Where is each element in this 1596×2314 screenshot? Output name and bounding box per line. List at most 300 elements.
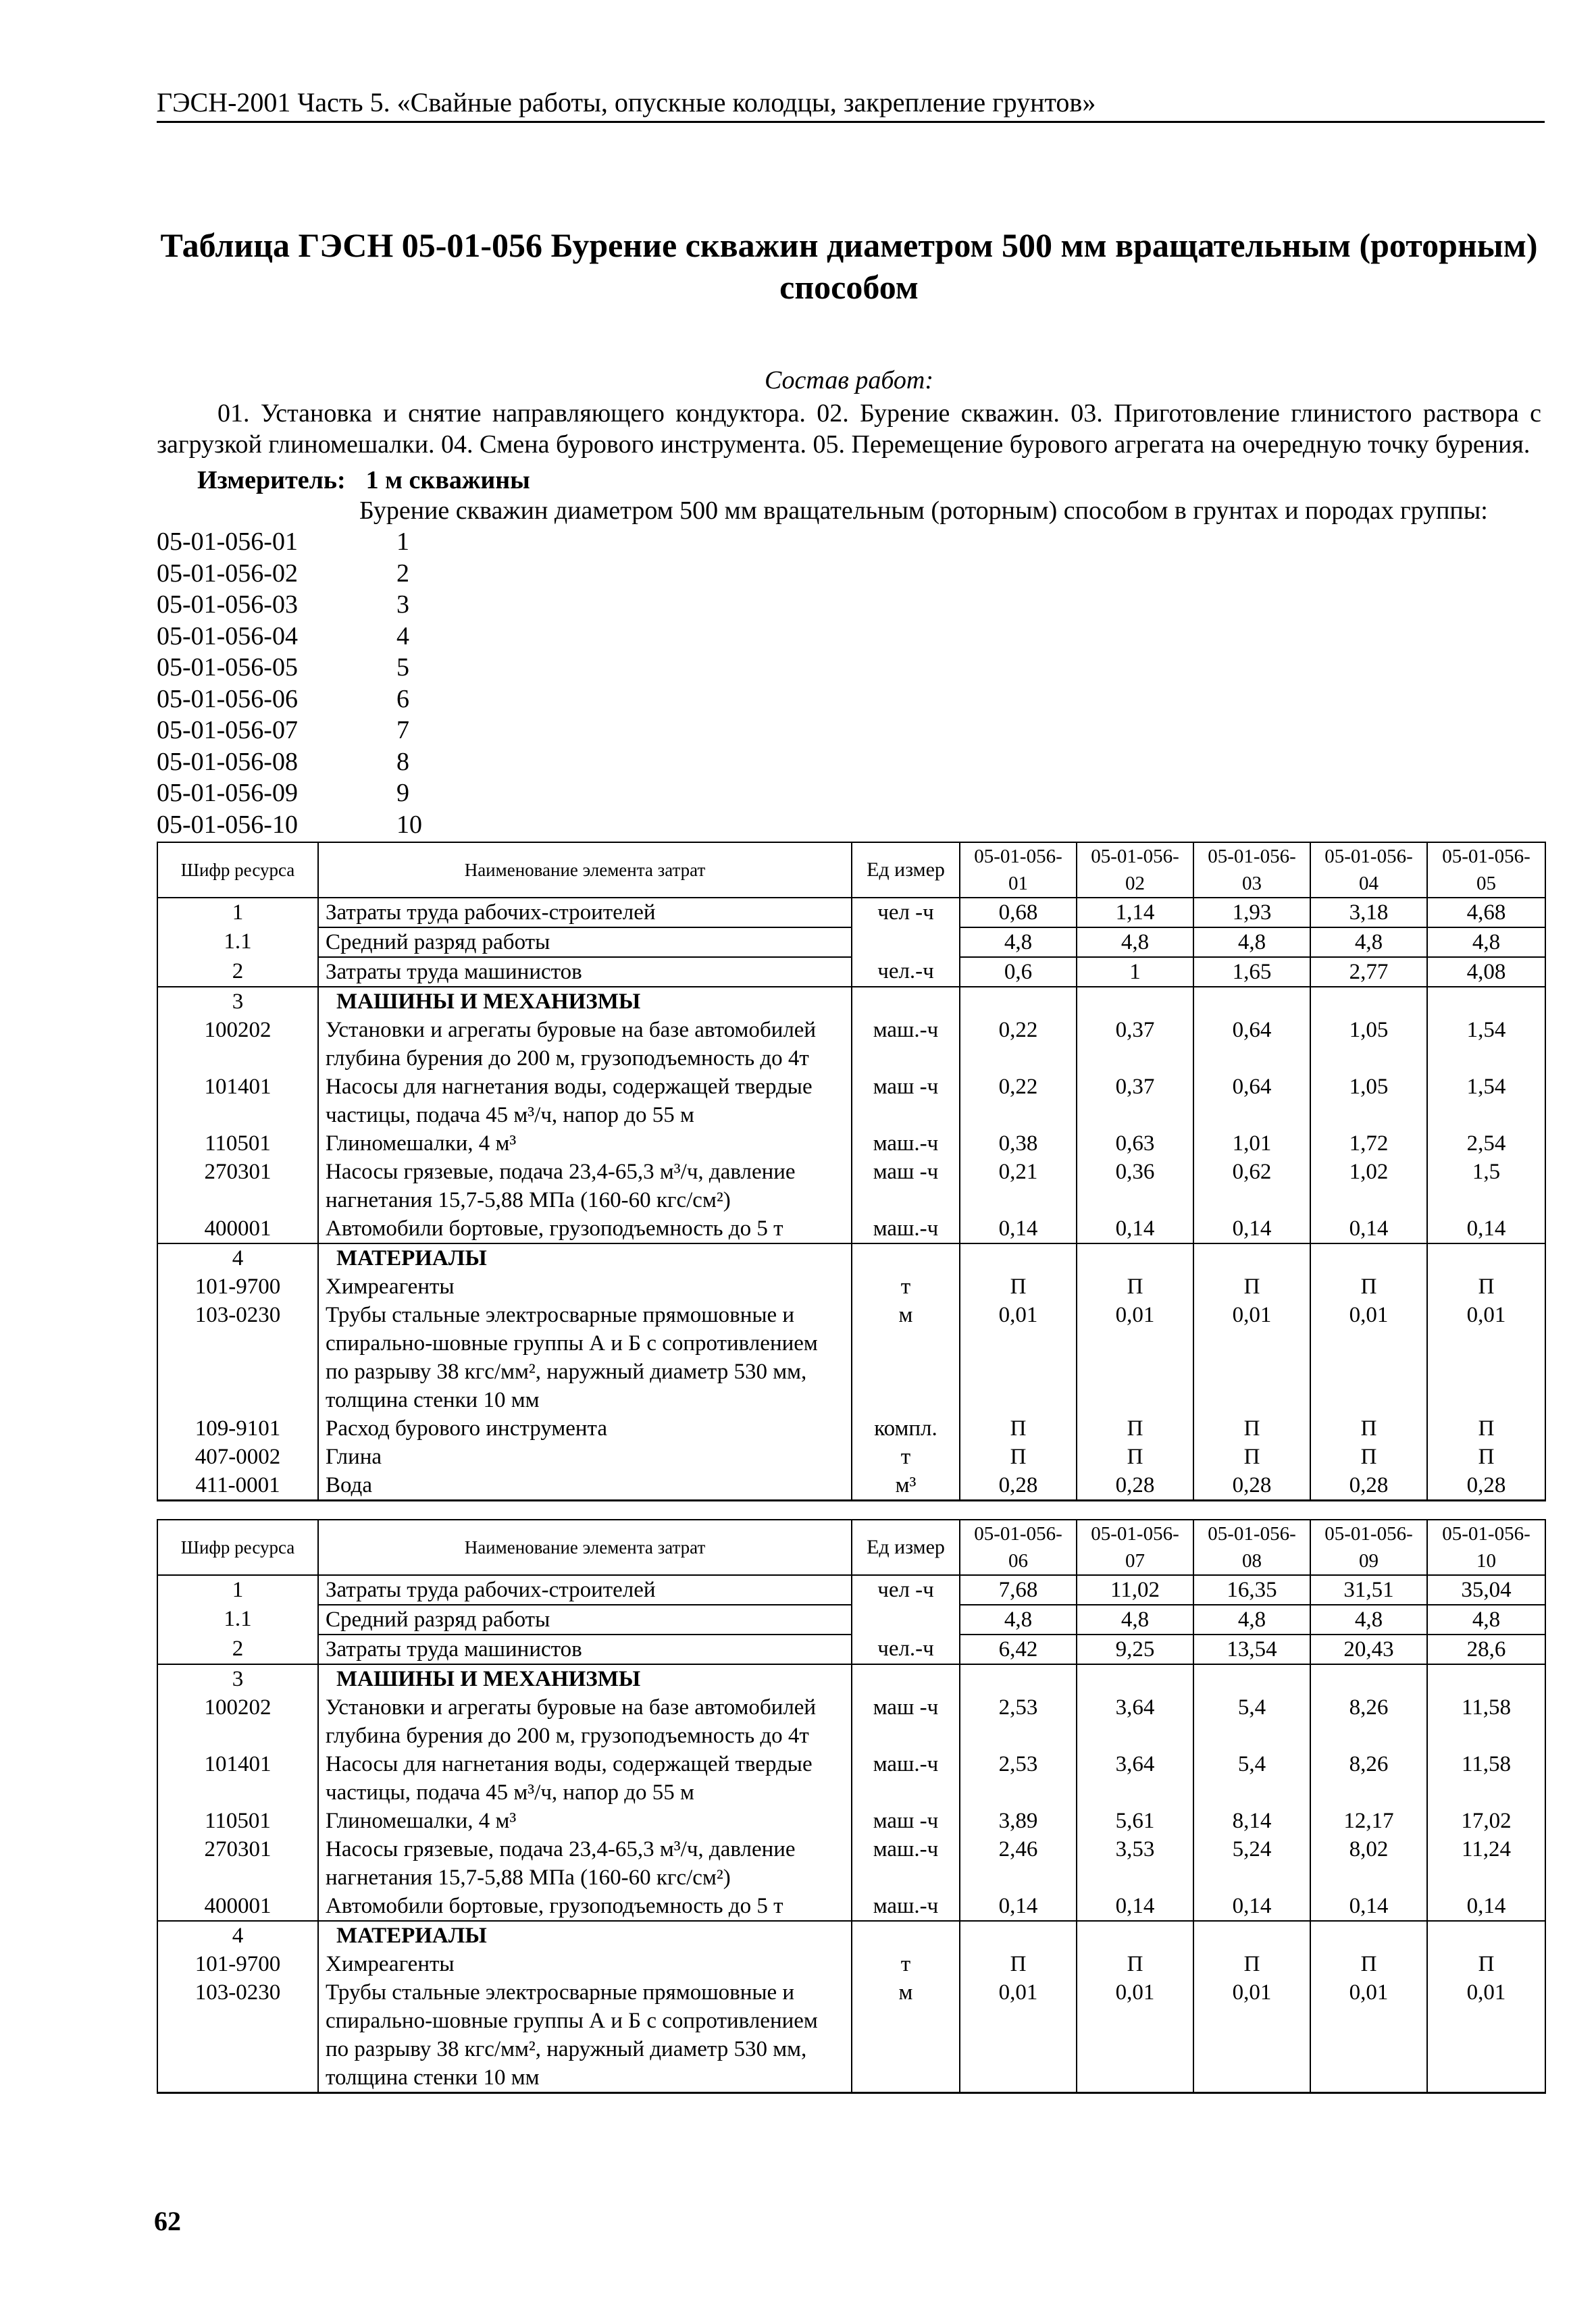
table-row	[157, 1158, 1545, 1214]
value-cell: 0,14	[1193, 1214, 1310, 1243]
value-cell: 11,24	[1427, 1835, 1545, 1892]
value-cell: П	[1310, 1950, 1427, 1978]
value-cell: 0,64	[1193, 1016, 1310, 1073]
code-list-item	[157, 652, 1541, 684]
value-cell: 2,77	[1310, 957, 1427, 987]
cost-element-name: Насосы для нагнетания воды, содержащей твердые частицы, подача 45 м³/ч, напор до 55 м	[318, 1750, 852, 1807]
value-cell: 0,01	[960, 1978, 1077, 2093]
cost-element-name: Расход бурового инструмента	[318, 1414, 852, 1443]
value-cell	[1310, 1243, 1427, 1272]
cost-element-name: Трубы стальные электросварные прямошовные и спирально-шовные группы А и Б с сопротивлением по разрыву 38 кгс/мм², наружный диаметр 530 мм, толщина стенки 10 мм	[318, 1301, 852, 1414]
value-cell: 8,26	[1310, 1693, 1427, 1750]
unit-cell: маш -ч	[852, 1158, 960, 1214]
cost-element-name: Химреагенты	[318, 1272, 852, 1301]
value-cell	[1310, 1921, 1427, 1950]
value-cell	[1077, 1243, 1193, 1272]
resource-code: 101401	[157, 1750, 318, 1807]
value-cell: 2,54	[1427, 1129, 1545, 1158]
page	[157, 86, 1541, 2094]
value-cell: 17,02	[1427, 1807, 1545, 1835]
code-value: 05-01-056-01	[157, 528, 298, 556]
description-text: Бурение скважин диаметром 500 мм вращательным (роторным) способом в грунтах и породах группы:	[359, 496, 1488, 525]
value-cell: 5,4	[1193, 1693, 1310, 1750]
unit-cell: м	[852, 1301, 960, 1414]
cost-element-name: Средний разряд работы	[318, 1605, 852, 1635]
value-cell: П	[960, 1272, 1077, 1301]
value-cell: 8,02	[1310, 1835, 1427, 1892]
table-row	[157, 1635, 1545, 1664]
value-cell	[960, 1664, 1077, 1693]
value-cell: 4,8	[1310, 1605, 1427, 1635]
value-cell: 1,5	[1427, 1158, 1545, 1214]
unit-cell: т	[852, 1272, 960, 1301]
value-cell: 3,64	[1077, 1693, 1193, 1750]
cost-element-name: Средний разряд работы	[318, 927, 852, 957]
group-number: 2	[396, 559, 409, 588]
cost-element-name: Затраты труда рабочих-строителей	[318, 1575, 852, 1605]
unit-cell: м³	[852, 1471, 960, 1501]
table-row	[157, 957, 1545, 987]
value-cell: 11,58	[1427, 1750, 1545, 1807]
value-cell: 0,68	[960, 898, 1077, 927]
value-cell: 0,37	[1077, 1016, 1193, 1073]
unit-cell: чел -ч	[852, 1575, 960, 1605]
resource-code: 4	[157, 1243, 318, 1272]
table-row	[157, 1272, 1545, 1301]
value-cell: П	[1427, 1272, 1545, 1301]
header-column: 05-01-056-10	[1427, 1520, 1545, 1575]
value-cell: 0,62	[1193, 1158, 1310, 1214]
value-cell: 2,53	[960, 1750, 1077, 1807]
value-cell: 3,18	[1310, 898, 1427, 927]
value-cell: 16,35	[1193, 1575, 1310, 1605]
resource-code: 270301	[157, 1835, 318, 1892]
value-cell: 1,01	[1193, 1129, 1310, 1158]
table-title-line-2: способом	[779, 268, 919, 306]
table-row	[157, 898, 1545, 927]
value-cell: 0,38	[960, 1129, 1077, 1158]
table-row	[157, 1664, 1545, 1693]
value-cell: 0,01	[1310, 1301, 1427, 1414]
code-list-item	[157, 589, 1541, 621]
group-number: 10	[396, 810, 422, 839]
value-cell: 4,8	[1427, 927, 1545, 957]
resource-code: 3	[157, 1664, 318, 1693]
value-cell: 7,68	[960, 1575, 1077, 1605]
resource-code: 101401	[157, 1073, 318, 1129]
group-number: 1	[396, 528, 409, 556]
code-value: 05-01-056-06	[157, 684, 298, 713]
value-cell	[1077, 987, 1193, 1016]
value-cell	[1427, 1664, 1545, 1693]
value-cell: 0,01	[1077, 1301, 1193, 1414]
value-cell	[960, 1243, 1077, 1272]
table-row	[157, 1978, 1545, 2093]
value-cell: 1,54	[1427, 1073, 1545, 1129]
header-resource-code: Шифр ресурса	[157, 842, 318, 898]
value-cell: 0,22	[960, 1073, 1077, 1129]
code-value: 05-01-056-05	[157, 653, 298, 682]
value-cell	[1310, 1664, 1427, 1693]
resource-code: 407-0002	[157, 1443, 318, 1471]
table-row	[157, 1471, 1545, 1501]
resource-code: 400001	[157, 1214, 318, 1243]
cost-element-name: Затраты труда машинистов	[318, 1635, 852, 1664]
group-number: 9	[396, 779, 409, 807]
header-column: 05-01-056-03	[1193, 842, 1310, 898]
resource-code: 103-0230	[157, 1301, 318, 1414]
code-list-item	[157, 777, 1541, 809]
unit-cell	[852, 1605, 960, 1635]
unit-cell	[852, 1921, 960, 1950]
unit-cell: чел.-ч	[852, 957, 960, 987]
code-value: 05-01-056-03	[157, 590, 298, 619]
value-cell: 0,01	[1193, 1301, 1310, 1414]
resource-code: 101-9700	[157, 1272, 318, 1301]
value-cell: 11,58	[1427, 1693, 1545, 1750]
table-row	[157, 1950, 1545, 1978]
value-cell: 4,8	[1077, 927, 1193, 957]
value-cell: 35,04	[1427, 1575, 1545, 1605]
value-cell: 4,8	[1310, 927, 1427, 957]
value-cell: 0,22	[960, 1016, 1077, 1073]
value-cell: 0,01	[1427, 1978, 1545, 2093]
header-column: 05-01-056-06	[960, 1520, 1077, 1575]
code-list-item	[157, 715, 1541, 746]
value-cell: 4,8	[960, 1605, 1077, 1635]
value-cell: 31,51	[1310, 1575, 1427, 1605]
value-cell: 0,14	[1427, 1892, 1545, 1921]
value-cell: 4,68	[1427, 898, 1545, 927]
table-row	[157, 1414, 1545, 1443]
value-cell: 2,46	[960, 1835, 1077, 1892]
cost-element-name: Химреагенты	[318, 1950, 852, 1978]
resource-code: 400001	[157, 1892, 318, 1921]
cost-element-name: Установки и агрегаты буровые на базе автомобилей глубина бурения до 200 м, грузоподъемность до 4т	[318, 1016, 852, 1073]
value-cell: 1,93	[1193, 898, 1310, 927]
resource-code: 2	[157, 1635, 318, 1664]
value-cell	[1193, 987, 1310, 1016]
table-row	[157, 1892, 1545, 1921]
value-cell: 8,14	[1193, 1807, 1310, 1835]
code-list-item	[157, 684, 1541, 715]
value-cell: 0,36	[1077, 1158, 1193, 1214]
value-cell	[1427, 1243, 1545, 1272]
resource-code: 100202	[157, 1693, 318, 1750]
code-value: 05-01-056-07	[157, 716, 298, 744]
value-cell	[1427, 987, 1545, 1016]
table-row	[157, 987, 1545, 1016]
unit-cell	[852, 927, 960, 957]
value-cell: П	[1310, 1272, 1427, 1301]
value-cell: 5,4	[1193, 1750, 1310, 1807]
unit-cell: маш -ч	[852, 1693, 960, 1750]
value-cell	[1193, 1664, 1310, 1693]
cost-element-name: МАТЕРИАЛЫ	[318, 1243, 852, 1272]
header-unit: Ед измер	[852, 1520, 960, 1575]
value-cell: П	[1077, 1443, 1193, 1471]
table-row	[157, 1073, 1545, 1129]
resource-code: 3	[157, 987, 318, 1016]
value-cell: 0,28	[1427, 1471, 1545, 1501]
table-row	[157, 1575, 1545, 1605]
description	[157, 495, 1541, 526]
value-cell: 5,24	[1193, 1835, 1310, 1892]
unit-cell: маш.-ч	[852, 1214, 960, 1243]
unit-cell: маш.-ч	[852, 1835, 960, 1892]
value-cell: 3,53	[1077, 1835, 1193, 1892]
group-number: 5	[396, 653, 409, 682]
code-list-item	[157, 558, 1541, 590]
code-value: 05-01-056-08	[157, 747, 298, 776]
cost-element-name: Автомобили бортовые, грузоподъемность до 5 т	[318, 1214, 852, 1243]
value-cell: П	[1310, 1443, 1427, 1471]
value-cell	[1193, 1243, 1310, 1272]
table-title	[157, 224, 1541, 308]
value-cell: 1,05	[1310, 1073, 1427, 1129]
resource-code: 411-0001	[157, 1471, 318, 1501]
value-cell	[960, 1921, 1077, 1950]
meter	[157, 465, 1541, 495]
value-cell: П	[960, 1414, 1077, 1443]
table-row	[157, 1443, 1545, 1471]
value-cell: П	[1193, 1950, 1310, 1978]
resource-code: 1	[157, 1575, 318, 1605]
value-cell: 0,28	[1310, 1471, 1427, 1501]
table-row	[157, 1807, 1545, 1835]
resource-code: 2	[157, 957, 318, 987]
resource-code: 110501	[157, 1807, 318, 1835]
value-cell: 0,01	[1427, 1301, 1545, 1414]
code-list-item	[157, 526, 1541, 558]
header-column: 05-01-056-05	[1427, 842, 1545, 898]
value-cell: 1,54	[1427, 1016, 1545, 1073]
unit-cell: маш.-ч	[852, 1892, 960, 1921]
code-value: 05-01-056-09	[157, 779, 298, 807]
value-cell: П	[1427, 1414, 1545, 1443]
header-column: 05-01-056-02	[1077, 842, 1193, 898]
value-cell: П	[1427, 1950, 1545, 1978]
resource-code: 101-9700	[157, 1950, 318, 1978]
cost-element-name: Насосы грязевые, подача 23,4-65,3 м³/ч, давление нагнетания 15,7-5,88 МПа (160-60 кгс/см²)	[318, 1835, 852, 1892]
resource-code: 103-0230	[157, 1978, 318, 2093]
value-cell: 0,63	[1077, 1129, 1193, 1158]
running-header: ГЭСН-2001 Часть 5. «Свайные работы, опускные колодцы, закрепление грунтов»	[157, 86, 1545, 123]
value-cell: 0,28	[1193, 1471, 1310, 1501]
value-cell: 12,17	[1310, 1807, 1427, 1835]
value-cell: П	[1193, 1272, 1310, 1301]
value-cell: 0,14	[960, 1892, 1077, 1921]
unit-cell: маш.-ч	[852, 1129, 960, 1158]
cost-element-name: Глина	[318, 1443, 852, 1471]
value-cell: 0,14	[1427, 1214, 1545, 1243]
unit-cell: т	[852, 1950, 960, 1978]
code-list-item	[157, 746, 1541, 778]
value-cell: 5,61	[1077, 1807, 1193, 1835]
group-number: 4	[396, 621, 409, 650]
group-number: 8	[396, 747, 409, 776]
cost-element-name: Глиномешалки, 4 м³	[318, 1129, 852, 1158]
value-cell: 28,6	[1427, 1635, 1545, 1664]
unit-cell	[852, 1243, 960, 1272]
value-cell	[1310, 987, 1427, 1016]
value-cell: 3,64	[1077, 1750, 1193, 1807]
table-row	[157, 1835, 1545, 1892]
value-cell: 0,01	[960, 1301, 1077, 1414]
unit-cell: маш.-ч	[852, 1750, 960, 1807]
meter-label: Измеритель:	[197, 466, 346, 494]
value-cell: 0,14	[1310, 1214, 1427, 1243]
table-row	[157, 1693, 1545, 1750]
resource-table-2	[157, 1519, 1546, 2094]
table-row	[157, 1921, 1545, 1950]
unit-cell	[852, 1664, 960, 1693]
code-list	[157, 526, 1541, 840]
value-cell: 4,8	[960, 927, 1077, 957]
code-value: 05-01-056-04	[157, 621, 298, 650]
value-cell: П	[960, 1950, 1077, 1978]
value-cell: П	[1193, 1443, 1310, 1471]
value-cell: 0,28	[1077, 1471, 1193, 1501]
value-cell: П	[1310, 1414, 1427, 1443]
cost-element-name: Затраты труда рабочих-строителей	[318, 898, 852, 927]
resource-code: 1.1	[157, 1605, 318, 1635]
meter-value: 1 м скважины	[365, 466, 530, 494]
value-cell: П	[1427, 1443, 1545, 1471]
value-cell: 0,01	[1193, 1978, 1310, 2093]
header-resource-code: Шифр ресурса	[157, 1520, 318, 1575]
table-row	[157, 1214, 1545, 1243]
value-cell: 1,14	[1077, 898, 1193, 927]
unit-cell: маш -ч	[852, 1807, 960, 1835]
header-column: 05-01-056-08	[1193, 1520, 1310, 1575]
value-cell: 2,53	[960, 1693, 1077, 1750]
value-cell: 1,72	[1310, 1129, 1427, 1158]
unit-cell: маш.-ч	[852, 1016, 960, 1073]
unit-cell: м	[852, 1978, 960, 2093]
value-cell: 0,14	[1310, 1892, 1427, 1921]
value-cell: 0,01	[1077, 1978, 1193, 2093]
table-row	[157, 1301, 1545, 1414]
value-cell: 4,8	[1077, 1605, 1193, 1635]
table-title-line-1: Таблица ГЭСН 05-01-056 Бурение скважин диаметром 500 мм вращательным (роторным)	[160, 226, 1538, 264]
value-cell: П	[1077, 1950, 1193, 1978]
header-name: Наименование элемента затрат	[318, 842, 852, 898]
table-row	[157, 927, 1545, 957]
cost-element-name: Автомобили бортовые, грузоподъемность до 5 т	[318, 1892, 852, 1921]
value-cell: П	[1193, 1414, 1310, 1443]
value-cell: 1,02	[1310, 1158, 1427, 1214]
cost-element-name: Насосы для нагнетания воды, содержащей твердые частицы, подача 45 м³/ч, напор до 55 м	[318, 1073, 852, 1129]
unit-cell: компл.	[852, 1414, 960, 1443]
value-cell	[1077, 1921, 1193, 1950]
value-cell: 1,05	[1310, 1016, 1427, 1073]
header-name: Наименование элемента затрат	[318, 1520, 852, 1575]
resource-code: 270301	[157, 1158, 318, 1214]
table-row	[157, 1129, 1545, 1158]
value-cell: 0,64	[1193, 1073, 1310, 1129]
cost-element-name: Вода	[318, 1471, 852, 1501]
unit-cell: чел.-ч	[852, 1635, 960, 1664]
value-cell: 4,8	[1427, 1605, 1545, 1635]
value-cell: 8,26	[1310, 1750, 1427, 1807]
table-header-row	[157, 842, 1545, 898]
cost-element-name: МАТЕРИАЛЫ	[318, 1921, 852, 1950]
table-row	[157, 1750, 1545, 1807]
group-number: 3	[396, 590, 409, 619]
resource-code: 109-9101	[157, 1414, 318, 1443]
cost-element-name: Глиномешалки, 4 м³	[318, 1807, 852, 1835]
value-cell: 4,08	[1427, 957, 1545, 987]
table-row	[157, 1243, 1545, 1272]
table-header-row	[157, 1520, 1545, 1575]
value-cell: 20,43	[1310, 1635, 1427, 1664]
composition-text: 01. Установка и снятие направляющего кондуктора. 02. Бурение скважин. 03. Приготовление глинистого раствора с загрузкой глиномешалки. 04. Смена бурового инструмента. 05. Перемещение бурового агрегата на очередную точку бурения.	[157, 399, 1541, 459]
unit-cell: т	[852, 1443, 960, 1471]
value-cell: 0,28	[960, 1471, 1077, 1501]
value-cell: П	[1077, 1272, 1193, 1301]
table-row	[157, 1016, 1545, 1073]
unit-cell: чел -ч	[852, 898, 960, 927]
value-cell: 0,37	[1077, 1073, 1193, 1129]
code-list-item	[157, 809, 1541, 841]
cost-element-name: Установки и агрегаты буровые на базе автомобилей глубина бурения до 200 м, грузоподъемность до 4т	[318, 1693, 852, 1750]
value-cell: 0,6	[960, 957, 1077, 987]
value-cell: 0,14	[960, 1214, 1077, 1243]
value-cell: 9,25	[1077, 1635, 1193, 1664]
header-column: 05-01-056-07	[1077, 1520, 1193, 1575]
cost-element-name: Трубы стальные электросварные прямошовные и спирально-шовные группы А и Б с сопротивлением по разрыву 38 кгс/мм², наружный диаметр 530 мм, толщина стенки 10 мм	[318, 1978, 852, 2093]
header-column: 05-01-056-01	[960, 842, 1077, 898]
value-cell	[1193, 1921, 1310, 1950]
resource-table-1	[157, 842, 1546, 1501]
resource-code: 100202	[157, 1016, 318, 1073]
code-value: 05-01-056-02	[157, 559, 298, 588]
cost-element-name: МАШИНЫ И МЕХАНИЗМЫ	[318, 987, 852, 1016]
group-number: 6	[396, 684, 409, 713]
unit-cell: маш -ч	[852, 1073, 960, 1129]
cost-element-name: Затраты труда машинистов	[318, 957, 852, 987]
resource-code: 1	[157, 898, 318, 927]
value-cell	[1427, 1921, 1545, 1950]
value-cell: 11,02	[1077, 1575, 1193, 1605]
group-number: 7	[396, 716, 409, 744]
page-number: 62	[154, 2206, 181, 2236]
header-column: 05-01-056-09	[1310, 1520, 1427, 1575]
composition-heading: Состав работ:	[764, 366, 934, 394]
header-column: 05-01-056-04	[1310, 842, 1427, 898]
resource-code: 4	[157, 1921, 318, 1950]
value-cell: 4,8	[1193, 927, 1310, 957]
value-cell	[960, 987, 1077, 1016]
unit-cell	[852, 987, 960, 1016]
value-cell	[1077, 1664, 1193, 1693]
cost-element-name: Насосы грязевые, подача 23,4-65,3 м³/ч, давление нагнетания 15,7-5,88 МПа (160-60 кгс/см²)	[318, 1158, 852, 1214]
value-cell: 0,01	[1310, 1978, 1427, 2093]
value-cell: 3,89	[960, 1807, 1077, 1835]
value-cell: 0,14	[1077, 1214, 1193, 1243]
value-cell: 0,14	[1077, 1892, 1193, 1921]
value-cell: П	[960, 1443, 1077, 1471]
value-cell: 0,21	[960, 1158, 1077, 1214]
value-cell: 13,54	[1193, 1635, 1310, 1664]
value-cell: 6,42	[960, 1635, 1077, 1664]
cost-element-name: МАШИНЫ И МЕХАНИЗМЫ	[318, 1664, 852, 1693]
value-cell: 0,14	[1193, 1892, 1310, 1921]
header-unit: Ед измер	[852, 842, 960, 898]
code-list-item	[157, 621, 1541, 652]
code-value: 05-01-056-10	[157, 810, 298, 839]
